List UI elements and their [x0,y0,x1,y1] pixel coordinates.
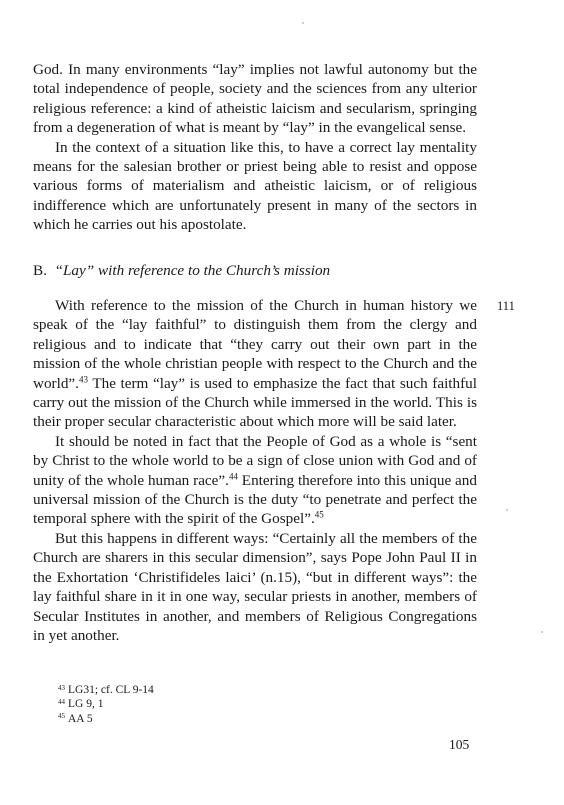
footnote-marker: 43 [58,683,65,692]
footnote-text: LG 9, 1 [68,698,104,711]
paragraph-text: Entering therefore into this unique and universal mission of the Church is the duty “to penetrate and perfect the temporal sphere with the spirit of the Gospel”. [33,471,477,528]
paragraph-text: The term “lay” is used to emphasize the fact that such faithful carry out the mission of the Church while immersed in the world. This is their proper secular characteristic about which more will be said later. [33,374,477,431]
opening-text-block [33,60,477,235]
footnote-reference: 44 [228,471,238,482]
section-text-block [33,296,477,645]
section-heading [33,261,477,280]
paragraph-people-of-god [33,432,477,529]
paragraph-lay-faithful [33,296,477,432]
paragraph-lay-mentality: In the context of a situation like this, to have a correct lay mentality means for the salesian brother or priest being able to resist and oppose various forms of materialism and atheistic laicism, or of religious indifference which are unfortunately present in many of the sectors in which he carries out his apostolate. [33,138,477,234]
footnote-item [58,712,358,726]
footnote-item [58,697,358,711]
footnote-marker: 44 [58,697,65,706]
scan-speck [541,631,543,633]
footnote-marker: 45 [58,712,65,721]
footnote-reference: 43 [78,374,88,385]
paragraph-different-ways: But this happens in different ways: “Certainly all the members of the Church are sharers in this secular dimension”, says Pope John Paul II in the Exhortation ‘Christifideles laici’ (n.15), “but in different ways”: the lay faithful share in it in one way, secular priests in another, members of Secular Institutes in another, and members of Religious Congregations in yet another. [33,529,477,644]
footnote-item [58,683,358,697]
page-number: 105 [449,737,470,752]
paragraph-text: It should be noted in fact that the People of God as a whole is “sent by Christ to the whole world to be a sign of close union with God and of unity of the whole human race”. [33,432,477,489]
paragraph-continuation: God. In many environments “lay” implies not lawful autonomy but the total independence of people, society and the sciences from any ulterior religious reference: a kind of atheistic laicism and secularism, springing from a degeneration of what is meant by “lay” in the evangelical sense. [33,61,477,137]
footnote-text: LG31; cf. CL 9-14 [68,684,154,696]
footnotes [58,683,358,726]
footnote-text: AA 5 [68,712,93,725]
section-title: “Lay” with reference to the Church’s mission [54,262,331,279]
footnote-reference: 45 [314,510,324,521]
section-letter: B. [33,262,47,279]
scan-speck [506,509,508,511]
paragraph-text: With reference to the mission of the Church in human history we speak of the “lay faithful” to distinguish them from the clergy and religious and to indicate that “they carry out their own part in the mission of the whole christian people with respect to the Church and the world”. [33,297,477,392]
margin-paragraph-number: 111 [497,299,515,313]
scan-speck [302,22,304,24]
